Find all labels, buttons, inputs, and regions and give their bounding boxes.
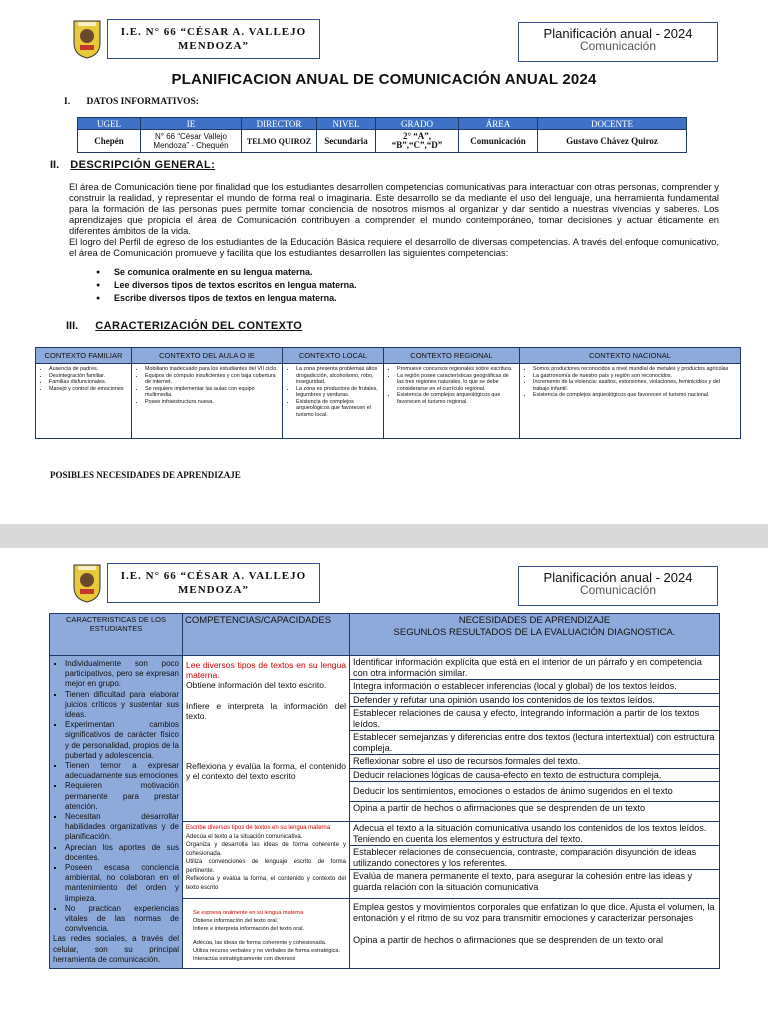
list-item: • Existencia de complejos arqueológicos que favorecen el turismo local. <box>296 399 380 419</box>
context-local-cell <box>283 364 384 439</box>
learning-need-item: Opina a partir de hechos o afirmaciones que se desprenden de un texto <box>353 802 646 813</box>
context-header-cell: CONTEXTO REGIONAL <box>384 348 520 364</box>
learning-need-item: Opina a partir de hechos o afirmaciones que se desprenden de un texto oral <box>353 934 664 945</box>
school-name: I.E. N° 66 “CÉSAR A. VALLEJO MENDOZA” <box>120 26 307 52</box>
info-cell: Secundaria <box>317 130 376 153</box>
list-item: ▪ Poseen escasa conciencia ambiental, no colaboran en el mantenimiento del orden y limpieza. <box>65 863 179 904</box>
list-item: • Se requiere implementar las aulas con equipo multimedia. <box>145 386 279 399</box>
context-table-header <box>36 348 741 364</box>
learning-need-item: Establecer semejanzas y diferencias entre dos textos (lectura intertextual) con estructura compleja. <box>350 731 719 755</box>
context-header-cell: CONTEXTO FAMILIAR <box>36 348 132 364</box>
list-item: • Manejo y control de emociones <box>49 386 128 393</box>
list-item: ▪ Experimentan cambios significativos de carácter físico y de personalidad, propios de la pubertad y adolescencia. <box>65 720 179 761</box>
oral-capacity: Obtiene información del texto oral. <box>193 917 279 924</box>
context-regional-cell <box>384 364 520 439</box>
list-item: ▪ Tienen dificultad para elaborar juicios críticos y sustentar sus ideas. <box>65 690 179 721</box>
needs-table-header <box>50 614 720 656</box>
escribe-capacity: Utiliza convenciones de lenguaje escrito de forma pertinente. <box>186 859 346 874</box>
competencies-header: COMPETENCIAS/CAPACIDADES <box>183 614 350 656</box>
list-item: • Mobiliario inadecuado para los estudiantes del VII ciclo. <box>145 366 279 373</box>
characteristics-header: CARACTERISTICAS DE LOS ESTUDIANTES <box>50 614 183 656</box>
info-cell: Chepén <box>78 130 141 153</box>
section-3-title: CARACTERIZACIÓN DEL CONTEXTO <box>95 320 303 332</box>
list-item: • Somos productores reconocidos a nivel mundial de metales y productos agrícolas <box>533 366 737 373</box>
oral-capacity: Utiliza recurso verbales y no verbales de forma estratégica. <box>193 947 341 954</box>
learning-need-item: Defender y refutar una opinión usando los contenidos de los textos leídos. <box>350 694 719 708</box>
escribe-capacity: Reflexiona y evalúa la forma, el contenido y contexto del texto escrito <box>186 876 346 891</box>
school-name-box <box>107 19 320 59</box>
info-cell: N° 66 “César Vallejo Mendoza” - Chequén <box>141 130 242 153</box>
description-paragraph-2: El logro del Perfil de egreso de los estudiantes de la Educación Básica requiere el desarrollo de diversas competencias. A través del enfoque comunicativo, el área de Comunicación promueve y facilita que los estudiantes desarrollen las siguientes competencias: <box>69 236 719 258</box>
list-item: ▪ Necesitan desarrollar habilidades organizativas y de planificación. <box>65 812 179 843</box>
oral-competency-title: Se expresa oralmente en su lengua materna <box>193 909 304 916</box>
table-row <box>78 130 687 153</box>
section-2-heading <box>50 159 215 171</box>
list-item: ▪ No practican experiencias vitales de las normas de convivencia. <box>65 904 179 935</box>
context-aula-cell <box>132 364 283 439</box>
context-header-cell: CONTEXTO NACIONAL <box>520 348 741 364</box>
page-2 <box>0 548 768 1024</box>
oral-needs-cell <box>350 898 720 968</box>
learning-need-item: Identificar información explícita que está en el interior de un párrafo y en competencia con otra información similar. <box>350 656 719 680</box>
plan-title: Planificación anual - 2024 <box>543 26 693 41</box>
description-paragraph-1: El área de Comunicación tiene por finalidad que los estudiantes desarrollen competencias comunicativas para interactuar con otras personas, comprender y construir la realidad, y representar el mundo de forma real o imaginaria. Este desarrollo se da mediante el uso del lenguaje, una herramienta fundamental para la formación de las personas pues permite tomar conciencia de nosotros mismos al organizar y dar sentido a nuestras vivencias y saberes. Los aprendizajes que propicia el área de Comunicación contribuyen a comprender el mundo contemporáneo, tomar decisiones y actuar éticamente en diferentes ámbitos de la vida. <box>69 181 719 236</box>
list-item: ▪ Tienen temor a expresar adecuadamente sus emociones <box>65 761 179 781</box>
needs-table <box>49 613 720 969</box>
section-2-title: DESCRIPCIÓN GENERAL: <box>70 159 216 171</box>
info-header-cell: NIVEL <box>317 118 376 130</box>
school-crest-logo <box>72 19 102 59</box>
lee-needs-cell <box>350 656 720 822</box>
lee-competency-cell <box>183 656 350 822</box>
learning-need-item: Establecer relaciones de consecuencia, contraste, comparación disyunción de ideas utilizando conectores y los referentes. <box>350 846 719 870</box>
info-cell: TELMO QUIROZ <box>242 130 317 153</box>
info-header-cell: ÁREA <box>459 118 538 130</box>
plan-title: Planificación anual - 2024 <box>543 570 693 585</box>
context-nacional-cell <box>520 364 741 439</box>
learning-need-item: Reflexionar sobre el uso de recursos formales del texto. <box>350 755 719 769</box>
table-row <box>36 364 741 439</box>
info-header-cell: UGEL <box>78 118 141 130</box>
section-3-number: III. <box>66 320 79 332</box>
list-item: • Desintegración familiar. <box>49 373 128 380</box>
plan-subtitle: Comunicación <box>579 583 657 597</box>
oral-capacity: Adecúa, las ideas de forma coherente y cohesionada. <box>193 939 327 946</box>
lee-capacity: Reflexiona y evalúa la forma, el contenido y el contexto del texto escrito <box>186 761 346 781</box>
escribe-competency-cell <box>183 822 350 898</box>
learning-need-item: Integra información o establecer inferencias (local y global) de los textos leídos. <box>350 680 719 694</box>
context-familiar-cell <box>36 364 132 439</box>
context-header-cell: CONTEXTO DEL AULA O IE <box>132 348 283 364</box>
lee-capacity: Infiere e interpreta la información del texto. <box>186 701 346 721</box>
oral-competency-cell <box>183 898 350 968</box>
section-1-number: I. <box>64 97 71 107</box>
escribe-needs-cell <box>350 822 720 898</box>
list-item: ▪ Individualmente son poco participativos, pero se expresan mejor en grupo. <box>65 659 179 690</box>
school-name: I.E. N° 66 “CÉSAR A. VALLEJO MENDOZA” <box>120 570 307 596</box>
learning-needs-header-line2: SEGUNLOS RESULTADOS DE LA EVALUACIÓN DIAGNOSTICA. <box>393 627 676 638</box>
lee-capacity: Obtiene información del texto escrito. <box>186 680 327 690</box>
learning-need-item: Adecua el texto a la situación comunicativa usando los contenidos de los textos leídos. Teniendo en cuenta los elementos y estructura del texto. <box>350 822 719 846</box>
list-item: • Familias disfuncionales. <box>49 379 128 386</box>
info-cell: Comunicación <box>459 130 538 153</box>
section-1-title: DATOS INFORMATIVOS: <box>86 97 199 107</box>
school-crest-logo <box>72 563 102 603</box>
school-name-box <box>107 563 320 603</box>
escribe-capacity: Organiza y desarrolla las ideas de forma coherente y cohesionada. <box>186 842 346 857</box>
learning-needs-header-line1: NECESIDADES DE APRENDIZAJE <box>458 615 611 626</box>
competencias-list <box>96 266 357 305</box>
oral-capacity: Infiere e interpreta información del texto oral. <box>193 925 305 932</box>
section-3-heading <box>66 320 302 332</box>
info-cell: 2° “A”, “B”,“C”,“D” <box>376 130 459 153</box>
info-cell: Gustavo Chávez Quiroz <box>538 130 687 153</box>
escribe-capacity: Adecúa el texto a la situación comunicativa. <box>186 833 303 840</box>
list-item: • Incremento de la violencia: asaltos, extorsiones, violaciones, feminicidios y del trabajo infantil. <box>533 379 737 392</box>
list-item: • La gastronomía de nuestro país y región son reconocidos. <box>533 373 737 380</box>
list-item: • Existencia de complejos arqueológicos que favorecen el turismo regional. <box>397 392 516 405</box>
plan-title-box <box>518 566 718 606</box>
list-item: • La zona es productora de frutales, legumbres y verduras. <box>296 386 380 399</box>
learning-need-item: Establecer relaciones de causa y efecto, integrando información a partir de los textos leídos. <box>350 707 719 731</box>
list-item: • La región posee características geográficas de las tres regiones naturales, lo que se debe considerarse en el currículo regional. <box>397 373 516 393</box>
learning-needs-label: POSIBLES NECESIDADES DE APRENDIZAJE <box>50 470 241 480</box>
learning-need-item: Deducir relaciones lógicas de causa-efecto en texto de estructura compleja. <box>350 769 719 783</box>
list-item: ● Se comunica oralmente en su lengua materna. <box>96 266 357 279</box>
section-2-number: II. <box>50 159 60 171</box>
table-row <box>50 656 720 822</box>
info-header-cell: DIRECTOR <box>242 118 317 130</box>
list-item: ● Escribe diversos tipos de textos en lengua materna. <box>96 292 357 305</box>
list-item: ● Lee diversos tipos de textos escritos en lengua materna. <box>96 279 357 292</box>
characteristics-cell <box>50 656 183 969</box>
learning-need-item: Emplea gestos y movimientos corporales que enfatizan lo que dice. Ajusta el volumen, la entonación y el ritmo de su voz para transmitir emociones y caracterizar personajes <box>353 901 715 924</box>
learning-needs-header <box>350 614 720 656</box>
info-header-cell: GRADO <box>376 118 459 130</box>
characteristics-note: Las redes sociales, a través del celular, son su principal herramienta de comunicación. <box>53 934 179 964</box>
info-header-cell: IE <box>141 118 242 130</box>
list-item: • Posee infraestructura nueva. <box>145 399 279 406</box>
section-1-heading <box>64 97 199 107</box>
plan-subtitle: Comunicación <box>579 39 657 53</box>
list-item: • Promueve concursos regionales sobre escritura. <box>397 366 516 373</box>
info-header-cell: DOCENTE <box>538 118 687 130</box>
list-item: • Ausencia de padres. <box>49 366 128 373</box>
learning-need-item: Evalúa de manera permanente el texto, para asegurar la cohesión entre las ideas y guarda relación con la situación comunicativa <box>353 871 693 892</box>
list-item: • Existencia de complejos arqueológicos que favorecen el turismo nacional. <box>533 392 737 399</box>
list-item: • La zona presenta problemas altos drogadicción, alcoholismo, robo, inseguridad. <box>296 366 380 386</box>
lee-competency-title: Lee diversos tipos de textos en su lengua materna. <box>186 660 346 680</box>
context-header-cell: CONTEXTO LOCAL <box>283 348 384 364</box>
oral-capacity: Interactúa estratégicamente con diversos <box>193 955 296 962</box>
list-item: ▪ Requieren motivación permanente para prestar atención. <box>65 781 179 812</box>
learning-need-item: Deducir los sentimientos, emociones o estados de ánimo sugeridos en el texto <box>350 782 719 802</box>
context-table <box>35 347 741 439</box>
info-table-header <box>78 118 687 130</box>
escribe-competency-title: Escribe diversos tipos de textos en su lengua materna <box>186 825 331 832</box>
document-title: PLANIFICACION ANUAL DE COMUNICACIÓN ANUAL 2024 <box>171 71 597 88</box>
plan-title-box <box>518 22 718 62</box>
list-item: ▪ Aprecian los aportes de sus docentes. <box>65 843 179 863</box>
info-table <box>77 117 687 153</box>
list-item: • Equipos de cómputo insuficientes y con baja cobertura de internet. <box>145 373 279 386</box>
